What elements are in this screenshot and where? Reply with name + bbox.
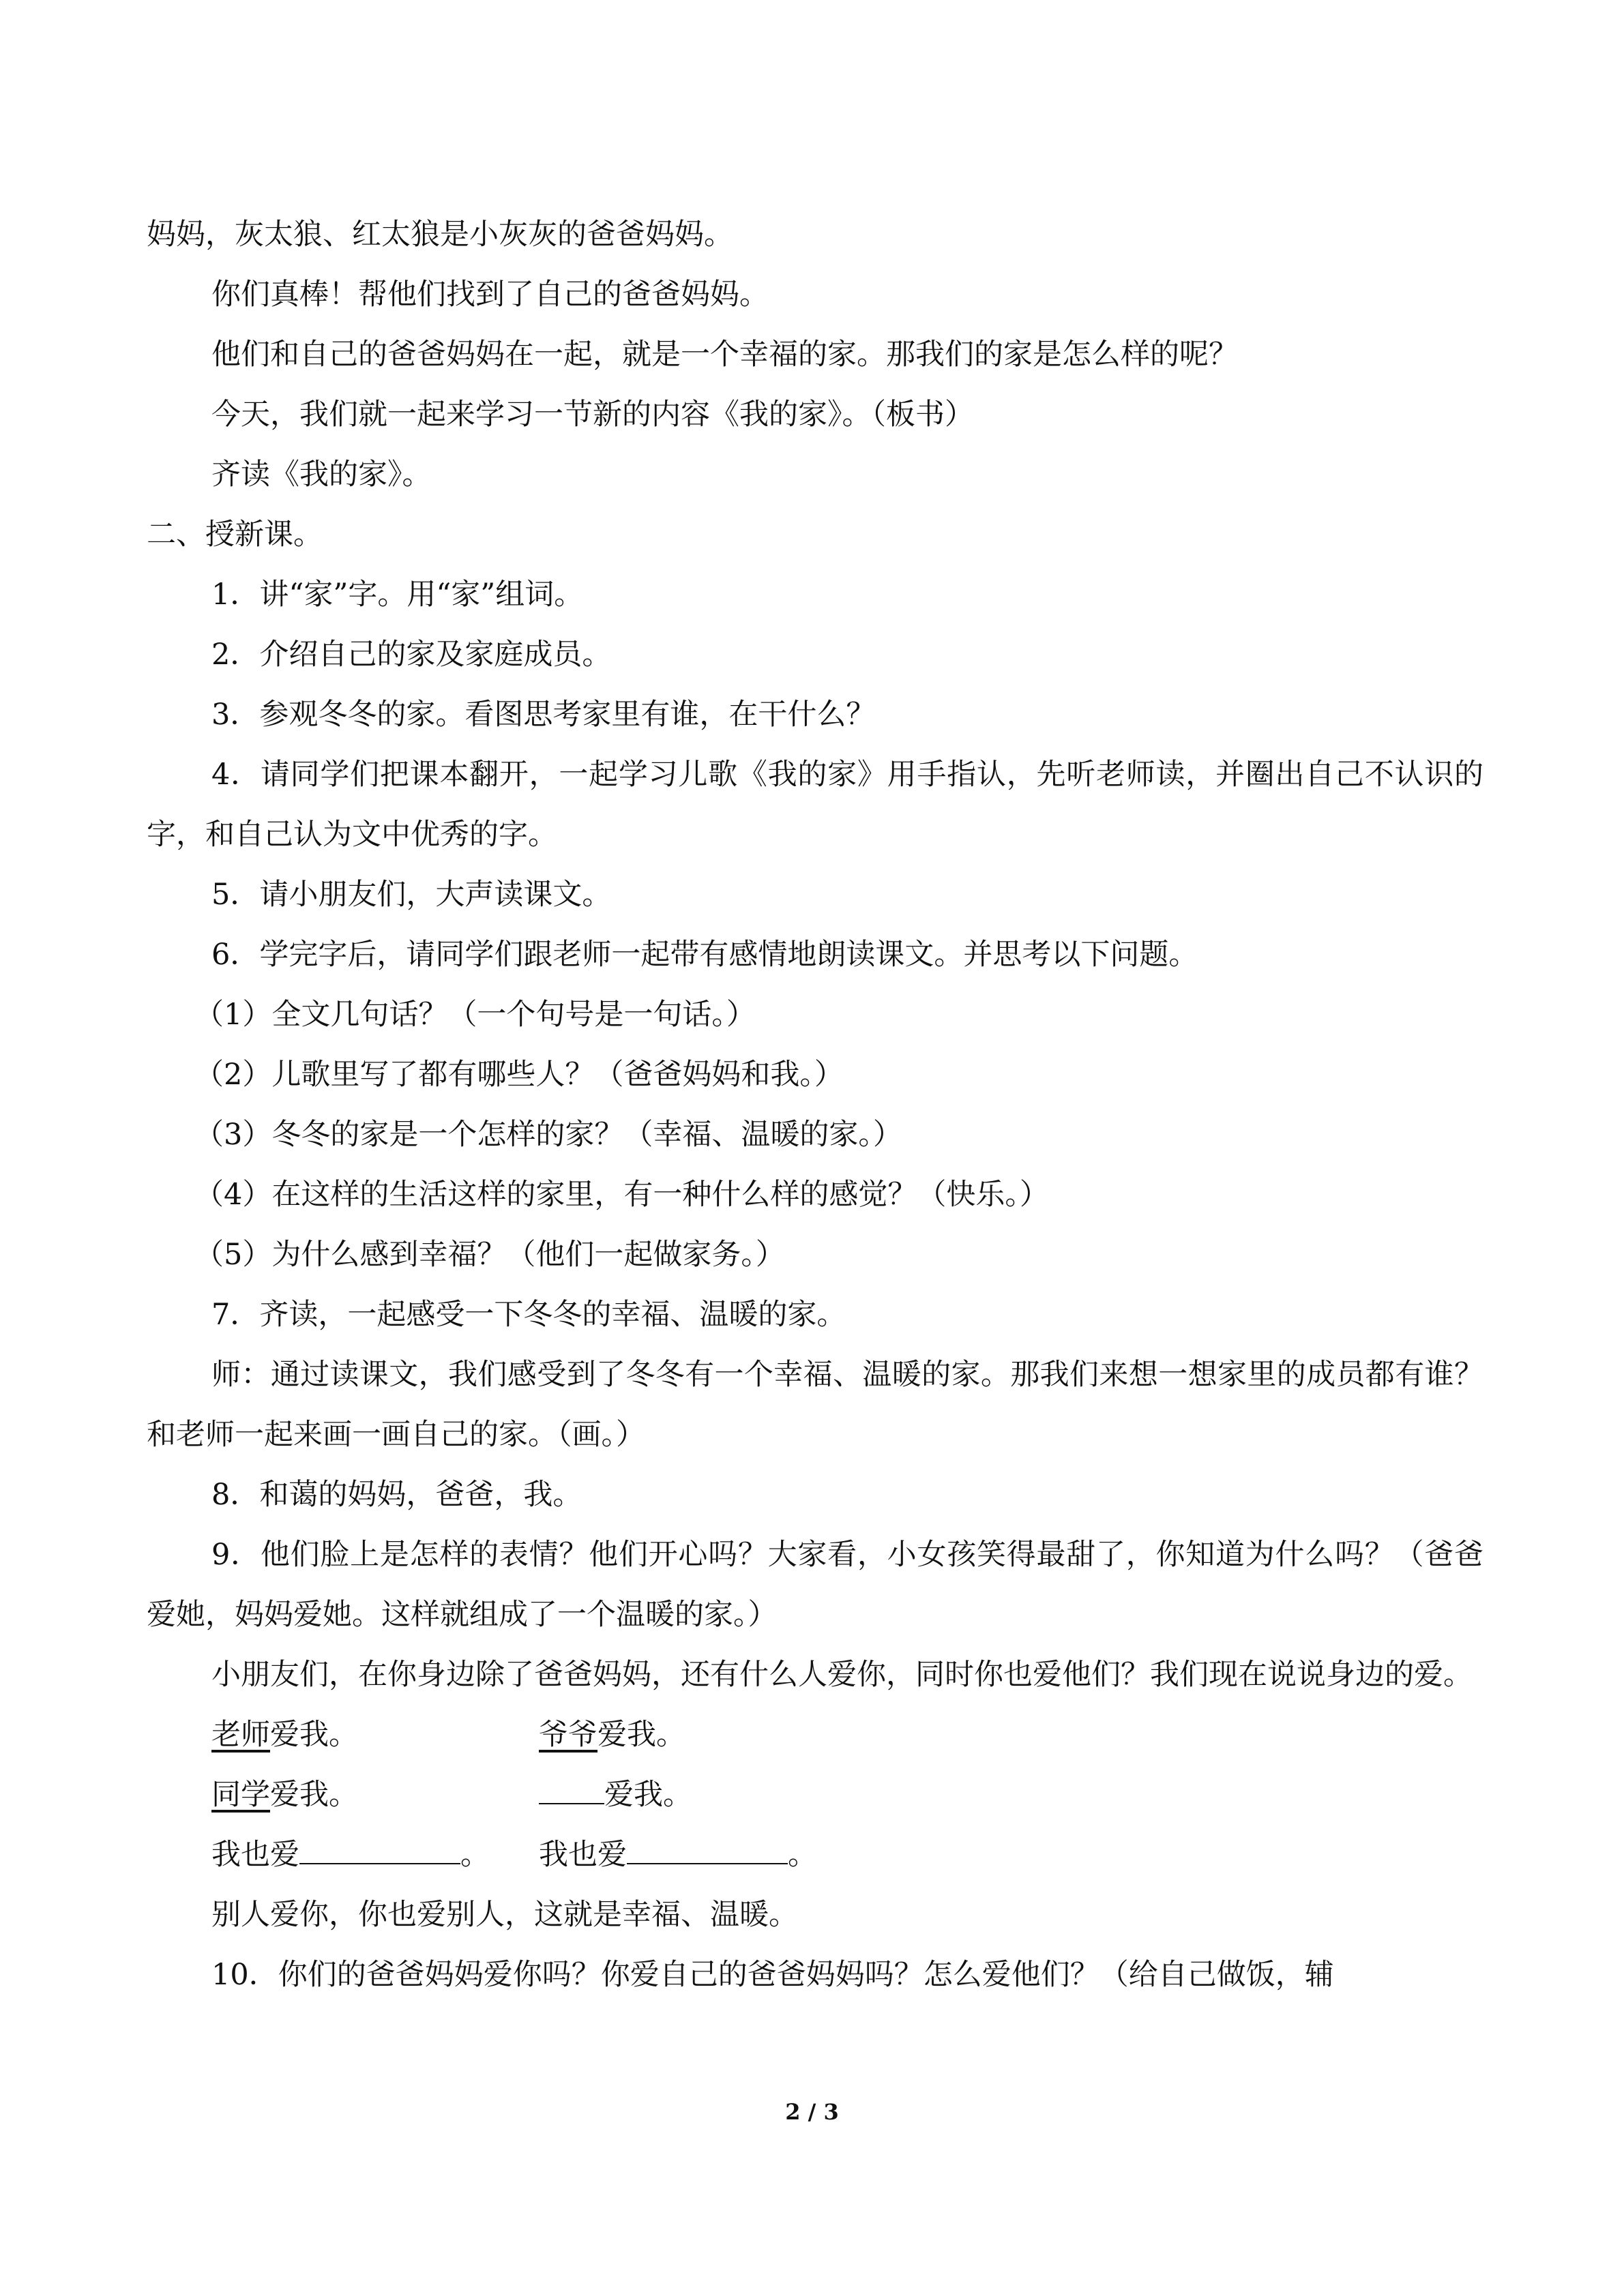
fill-text: 爱我。 [604, 1778, 692, 1812]
fill-text: 爱我。 [270, 1778, 358, 1812]
underlined-word: 爷爷 [539, 1718, 597, 1752]
fill-item [211, 1765, 358, 1825]
paragraph: 小朋友们，在你身边除了爸爸妈妈，还有什么人爱你，同时你也爱他们？我们现在说说身边的爱。 [211, 1658, 1473, 1692]
list-item: 2．介绍自己的家及家庭成员。 [211, 638, 612, 672]
lesson-body [147, 205, 1483, 2005]
fill-item [539, 1825, 817, 1885]
question-item: （2）儿歌里写了都有哪些人？（爸爸妈妈和我。） [194, 1058, 844, 1092]
paragraph: 你们真棒！帮他们找到了自己的爸爸妈妈。 [211, 278, 769, 312]
list-item: 8．和蔼的妈妈，爸爸，我。 [211, 1478, 582, 1512]
fill-blank [299, 1836, 460, 1864]
list-item: 7．齐读，一起感受一下冬冬的幸福、温暖的家。 [211, 1298, 846, 1332]
paragraph: 今天，我们就一起来学习一节新的内容《我的家》。（板书） [211, 398, 974, 432]
fill-text: 。 [788, 1838, 817, 1872]
paragraph: 他们和自己的爸爸妈妈在一起，就是一个幸福的家。那我们的家是怎么样的呢？ [211, 338, 1238, 372]
list-item: 10．你们的爸爸妈妈爱你吗？你爱自己的爸爸妈妈吗？怎么爱他们？（给自己做饭，辅 [211, 1958, 1334, 1992]
list-item: 1．讲“家”字。用“家”组词。 [211, 578, 584, 612]
fill-row [147, 1825, 1483, 1885]
fill-text: 爱我。 [270, 1718, 358, 1752]
list-item: 4．请同学们把课本翻开，一起学习儿歌《我的家》用手指认，先听老师读，并圈出自己不认识的字，和自己认为文中优秀的字。 [147, 758, 1483, 852]
fill-text: 我也爱 [211, 1838, 299, 1872]
section-heading: 二、授新课。 [147, 518, 323, 552]
fill-item [211, 1705, 358, 1765]
paragraph: 齐读《我的家》。 [211, 458, 432, 492]
fill-item [539, 1765, 692, 1825]
list-item: 3．参观冬冬的家。看图思考家里有谁，在干什么？ [211, 698, 876, 732]
fill-text: 爱我。 [597, 1718, 685, 1752]
fill-row [147, 1705, 1483, 1765]
list-item: 5．请小朋友们，大声读课文。 [211, 878, 612, 912]
question-item: （3）冬冬的家是一个怎样的家？（幸福、温暖的家。） [194, 1118, 902, 1152]
fill-text: 我也爱 [539, 1838, 627, 1872]
fill-blank [627, 1836, 788, 1864]
fill-item [539, 1705, 685, 1765]
underlined-word: 老师 [211, 1718, 270, 1752]
paragraph: 妈妈，灰太狼、红太狼是小灰灰的爸爸妈妈。 [147, 218, 733, 252]
fill-blank [539, 1776, 604, 1804]
list-item: 9．他们脸上是怎样的表情？他们开心吗？大家看，小女孩笑得最甜了，你知道为什么吗？（爸爸爱她，妈妈爱她。这样就组成了一个温暖的家。） [147, 1538, 1483, 1632]
page-number: 2 / 3 [785, 2099, 839, 2125]
fill-item [211, 1825, 490, 1885]
list-item: 6．学完字后，请同学们跟老师一起带有感情地朗读课文。并思考以下问题。 [211, 938, 1198, 972]
fill-text: 。 [460, 1838, 490, 1872]
paragraph: 师：通过读课文，我们感受到了冬冬有一个幸福、温暖的家。那我们来想一想家里的成员都有谁？和老师一起来画一画自己的家。（画。） [147, 1358, 1483, 1452]
question-item: （5）为什么感到幸福？（他们一起做家务。） [194, 1238, 785, 1272]
fill-row [147, 1765, 1483, 1825]
underlined-word: 同学 [211, 1778, 270, 1812]
question-item: （1）全文几句话？（一个句号是一句话。） [194, 998, 756, 1032]
paragraph: 别人爱你，你也爱别人，这就是幸福、温暖。 [211, 1898, 798, 1932]
question-item: （4）在这样的生活这样的家里，有一种什么样的感觉？（快乐。） [194, 1178, 1049, 1212]
